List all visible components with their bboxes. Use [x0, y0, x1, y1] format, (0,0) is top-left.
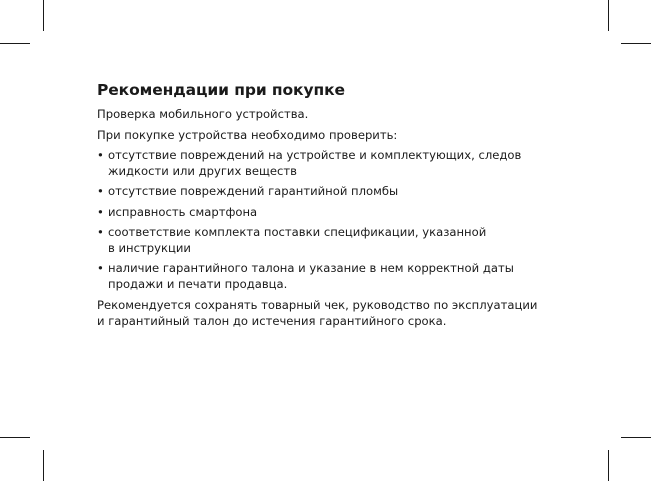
check-list: [97, 148, 587, 292]
check-title: При покупке устройства необходимо проверить:: [97, 127, 398, 142]
list-item-line1: наличие гарантийного талона и указание в нем корректной даты: [108, 261, 514, 275]
crop-mark-bottom-right-horizontal: [621, 437, 651, 438]
page-title: Рекомендации при покупке: [97, 81, 345, 99]
list-item-line2: жидкости или других веществ: [108, 163, 297, 178]
list-item-line2: продажи и печати продавца.: [108, 276, 288, 291]
crop-mark-bottom-left-horizontal: [0, 437, 30, 438]
crop-mark-top-right-horizontal: [621, 43, 651, 44]
list-item-line2: в инструкции: [108, 240, 191, 255]
footer-recommendation: [97, 297, 587, 329]
crop-mark-bottom-right-vertical: [608, 450, 609, 481]
list-item-line1: соответствие комплекта поставки спецификации, указанной: [108, 225, 487, 239]
list-item: [97, 148, 587, 179]
crop-mark-bottom-left-vertical: [43, 450, 44, 481]
list-item-line1: отсутствие повреждений на устройстве и комплектующих, следов: [108, 148, 522, 162]
list-item: [97, 184, 587, 200]
crop-mark-top-left-horizontal: [0, 43, 30, 44]
list-item: [97, 261, 587, 292]
list-item: [97, 205, 587, 221]
footer-line1: Рекомендуется сохранять товарный чек, руководство по эксплуатации: [97, 298, 538, 312]
crop-mark-top-left-vertical: [43, 0, 44, 31]
document-content: [97, 80, 587, 329]
list-item-line1: отсутствие повреждений гарантийной пломбы: [108, 184, 399, 198]
crop-mark-top-right-vertical: [608, 0, 609, 31]
footer-line2: и гарантийный талон до истечения гарантийного срока.: [97, 314, 447, 328]
list-item-line1: исправность смартфона: [108, 204, 258, 219]
intro-text: Проверка мобильного устройства.: [97, 107, 309, 121]
list-item: [97, 225, 587, 256]
